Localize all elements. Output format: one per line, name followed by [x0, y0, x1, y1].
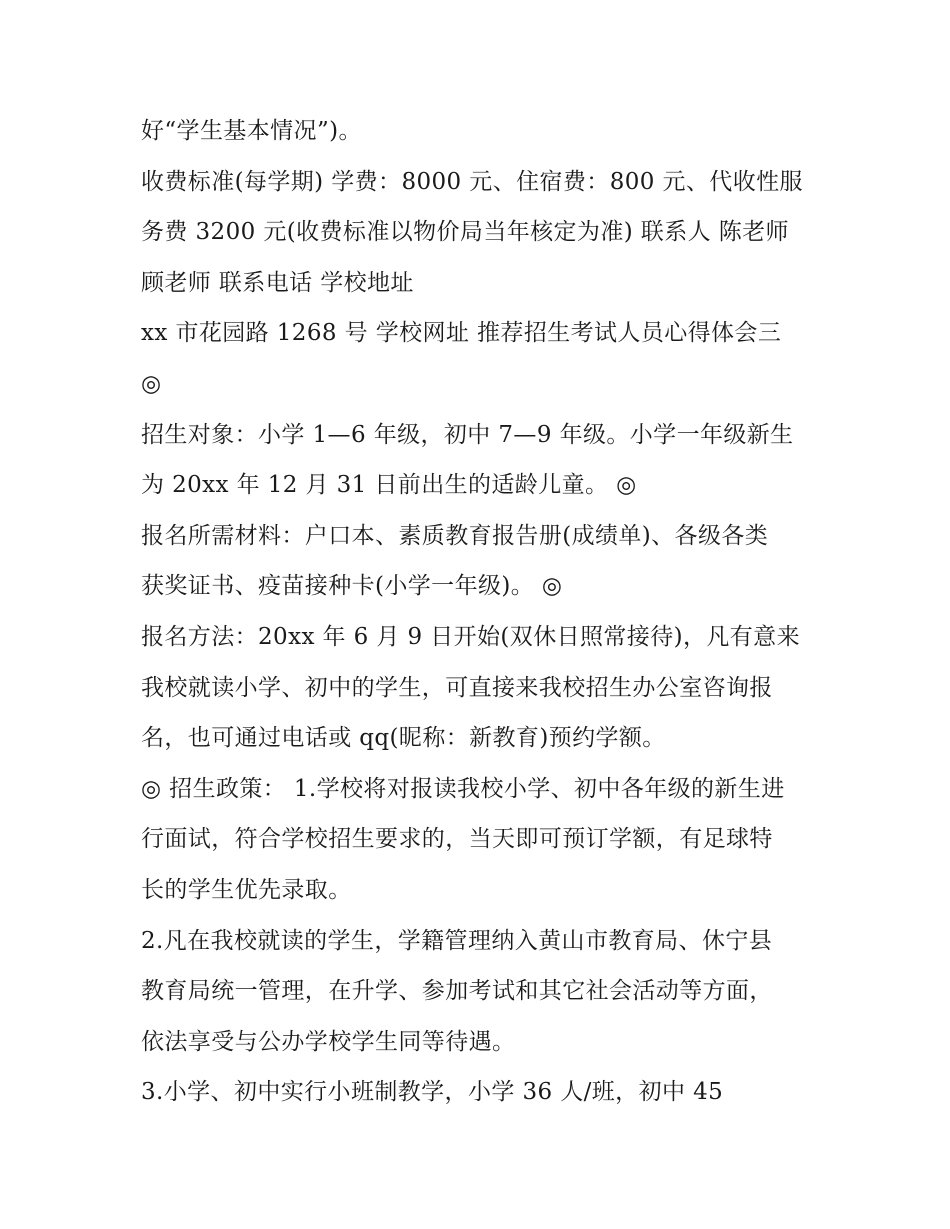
document-body [141, 106, 831, 1118]
text-line: ◎ 招生政策： 1.学校将对报读我校小学、初中各年级的新生进 [141, 775, 785, 802]
text-line: ◎ [141, 370, 162, 397]
text-line: 务费 3200 元(收费标准以物价局当年核定为准) 联系人 陈老师 [141, 219, 789, 246]
text-line: 3.小学、初中实行小班制教学，小学 36 人/班，初中 45 [141, 1079, 724, 1106]
text-line: 教育局统一管理，在升学、参加考试和其它社会活动等方面， [141, 978, 773, 1005]
text-line: 收费标准(每学期) 学费：8000 元、住宿费：800 元、代收性服 [141, 168, 803, 195]
text-line: 名，也可通过电话或 qq(昵称：新教育)预约学额。 [141, 725, 666, 752]
text-line: xx 市花园路 1268 号 学校网址 推荐招生考试人员心得体会三 [141, 320, 782, 347]
text-line: 我校就读小学、初中的学生，可直接来我校招生办公室咨询报 [141, 674, 773, 701]
text-line: 招生对象：小学 1—6 年级，初中 7—9 年级。小学一年级新生 [141, 421, 794, 448]
text-line: 为 20xx 年 12 月 31 日前出生的适龄儿童。 ◎ [141, 472, 637, 499]
text-line: 获奖证书、疫苗接种卡(小学一年级)。 ◎ [141, 573, 563, 600]
text-line: 长的学生优先录取。 [141, 876, 352, 903]
text-line: 依法享受与公办学校学生同等待遇。 [141, 1028, 516, 1055]
text-line: 顾老师 联系电话 学校地址 [141, 269, 414, 296]
text-line: 报名所需材料：户口本、素质教育报告册(成绩单)、各级各类 [141, 522, 769, 549]
text-line: 报名方法：20xx 年 6 月 9 日开始(双休日照常接待)，凡有意来 [141, 623, 800, 650]
text-line: 2.凡在我校就读的学生，学籍管理纳入黄山市教育局、休宁县 [141, 927, 773, 954]
text-line: 好“学生基本情况”)。 [141, 118, 362, 144]
text-line: 行面试，符合学校招生要求的，当天即可预订学额，有足球特 [141, 826, 773, 853]
